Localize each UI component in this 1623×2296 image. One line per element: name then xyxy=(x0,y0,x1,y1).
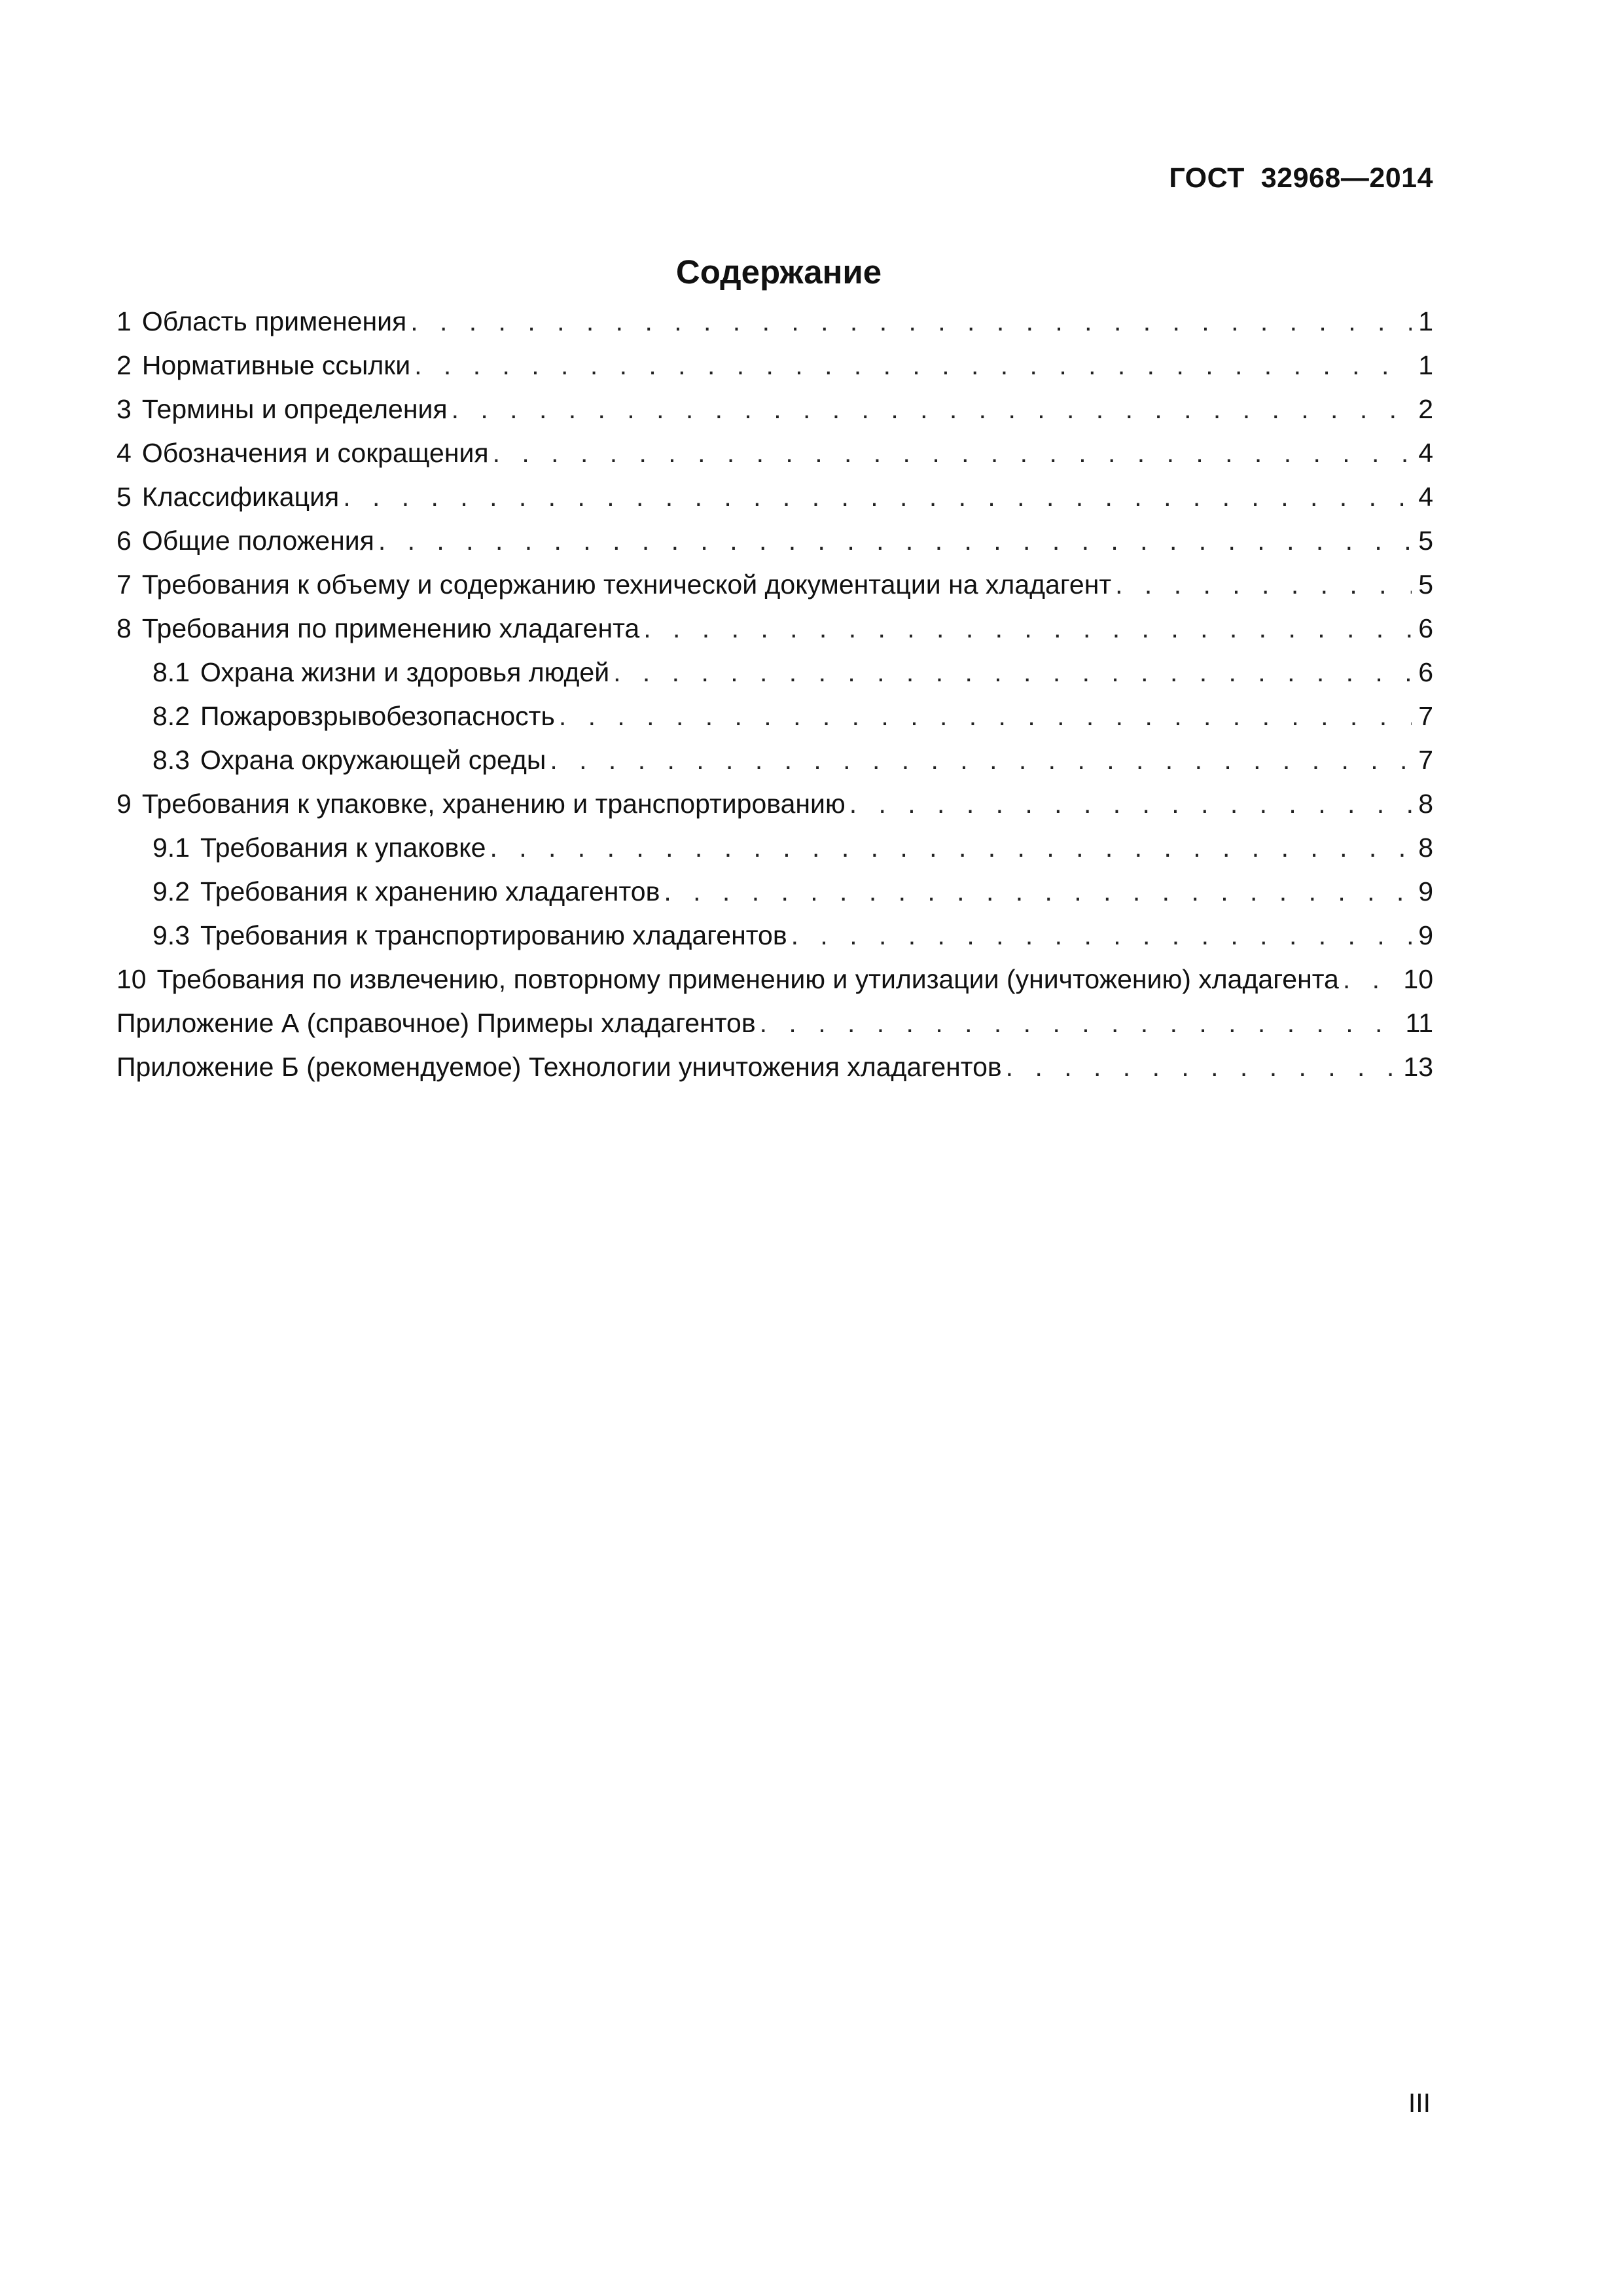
toc-entry-number: 7 xyxy=(116,569,132,600)
toc-entry[interactable] xyxy=(116,344,1433,387)
toc-entry-title: Требования к транспортированию хладагентов xyxy=(200,920,787,950)
document-designation: ГОСТ 32968—2014 xyxy=(1169,162,1433,194)
toc-entry-number: 8 xyxy=(116,613,132,643)
toc-entry[interactable] xyxy=(116,387,1433,431)
toc-entry-page: 6 xyxy=(1418,613,1433,643)
toc-entry-page: 4 xyxy=(1418,482,1433,512)
toc-dot-leader xyxy=(760,1001,1399,1045)
toc-dot-leader xyxy=(414,344,1412,387)
toc-entry-title: Область применения xyxy=(141,306,407,336)
toc-dot-leader xyxy=(550,738,1412,782)
toc-entry-number: 9 xyxy=(116,789,132,819)
toc-dot-leader xyxy=(452,387,1412,431)
toc-entry[interactable] xyxy=(116,475,1433,519)
toc-entry-number: 9.1 xyxy=(152,833,190,863)
toc-entry-title: Требования по применению хладагента xyxy=(141,613,640,643)
page-number: III xyxy=(1408,2088,1431,2118)
toc-entry-number: 3 xyxy=(116,394,132,424)
toc-entry-title: Общие положения xyxy=(141,526,374,556)
toc-entry-page: 5 xyxy=(1418,569,1433,600)
toc-title: Содержание xyxy=(675,253,882,291)
toc-dot-leader xyxy=(643,607,1412,651)
toc-dot-leader xyxy=(378,519,1412,563)
toc-subentry[interactable] xyxy=(116,738,1433,782)
toc-entry-appendix[interactable] xyxy=(116,1045,1433,1089)
toc-entry-page: 7 xyxy=(1418,701,1433,731)
toc-entry-page: 13 xyxy=(1403,1052,1433,1082)
toc-entry-title: Приложение А (справочное) Примеры хладагентов xyxy=(116,1008,756,1038)
toc-entry-title: Охрана жизни и здоровья людей xyxy=(200,657,610,687)
toc-entry-page: 11 xyxy=(1405,1008,1433,1038)
toc-entry-title: Требования к упаковке, хранению и транспортированию xyxy=(141,789,846,819)
toc-dot-leader xyxy=(559,694,1412,738)
toc-subentry[interactable] xyxy=(116,651,1433,694)
toc-entry-title: Нормативные ссылки xyxy=(141,350,411,380)
toc-dot-leader xyxy=(1115,563,1412,607)
toc-entry-page: 6 xyxy=(1418,657,1433,687)
toc-entry-page: 4 xyxy=(1418,438,1433,468)
toc-entry[interactable] xyxy=(116,519,1433,563)
toc-entry-title: Термины и определения xyxy=(141,394,448,424)
toc-dot-leader xyxy=(493,431,1412,475)
toc-entry[interactable] xyxy=(116,782,1433,826)
toc-entry-title: Обозначения и сокращения xyxy=(141,438,489,468)
toc-entry-number: 6 xyxy=(116,526,132,556)
toc-entry-number: 1 xyxy=(116,306,132,336)
toc-entry-number: 9.3 xyxy=(152,920,190,950)
toc-entry[interactable] xyxy=(116,431,1433,475)
toc-entry-number: 9.2 xyxy=(152,876,190,906)
toc-entry-number: 8.3 xyxy=(152,745,190,775)
toc-entry-title: Пожаровзрывобезопасность xyxy=(200,701,555,731)
toc-dot-leader xyxy=(791,914,1412,958)
toc-entry-page: 5 xyxy=(1418,526,1433,556)
toc-entry-page: 7 xyxy=(1418,745,1433,775)
toc-entry-appendix[interactable] xyxy=(116,1001,1433,1045)
toc-entry-number: 8.1 xyxy=(152,657,190,687)
toc-entry-number: 8.2 xyxy=(152,701,190,731)
toc-entry-title: Охрана окружающей среды xyxy=(200,745,546,775)
table-of-contents xyxy=(116,300,1433,1089)
toc-entry-page: 10 xyxy=(1403,964,1433,994)
toc-entry[interactable] xyxy=(116,563,1433,607)
toc-dot-leader xyxy=(849,782,1412,826)
toc-entry-page: 8 xyxy=(1418,833,1433,863)
toc-subentry[interactable] xyxy=(116,870,1433,914)
toc-subentry[interactable] xyxy=(116,694,1433,738)
toc-entry-number: 5 xyxy=(116,482,132,512)
toc-entry-title: Требования по извлечению, повторному применению и утилизации (уничтожению) хладагента xyxy=(156,964,1339,994)
toc-dot-leader xyxy=(613,651,1412,694)
toc-dot-leader xyxy=(490,826,1412,870)
toc-entry-title: Классификация xyxy=(141,482,340,512)
toc-entry-number: 4 xyxy=(116,438,132,468)
toc-subentry[interactable] xyxy=(116,826,1433,870)
toc-entry-page: 8 xyxy=(1418,789,1433,819)
toc-dot-leader xyxy=(664,870,1412,914)
toc-entry-title: Требования к упаковке xyxy=(200,833,486,863)
toc-entry-page: 1 xyxy=(1418,350,1433,380)
toc-dot-leader xyxy=(343,475,1412,519)
toc-entry[interactable] xyxy=(116,958,1433,1001)
toc-entry[interactable] xyxy=(116,607,1433,651)
toc-entry-title: Требования к хранению хладагентов xyxy=(200,876,660,906)
toc-entry-page: 9 xyxy=(1418,876,1433,906)
toc-dot-leader xyxy=(1343,958,1397,1001)
toc-subentry[interactable] xyxy=(116,914,1433,958)
toc-entry-title: Требования к объему и содержанию технической документации на хладагент xyxy=(141,569,1112,600)
toc-entry[interactable] xyxy=(116,300,1433,344)
toc-dot-leader xyxy=(1006,1045,1397,1089)
toc-entry-page: 1 xyxy=(1418,306,1433,336)
toc-entry-title: Приложение Б (рекомендуемое) Технологии уничтожения хладагентов xyxy=(116,1052,1002,1082)
toc-entry-page: 9 xyxy=(1418,920,1433,950)
toc-entry-number: 2 xyxy=(116,350,132,380)
toc-entry-page: 2 xyxy=(1418,394,1433,424)
toc-entry-number: 10 xyxy=(116,964,147,994)
toc-dot-leader xyxy=(410,300,1412,344)
